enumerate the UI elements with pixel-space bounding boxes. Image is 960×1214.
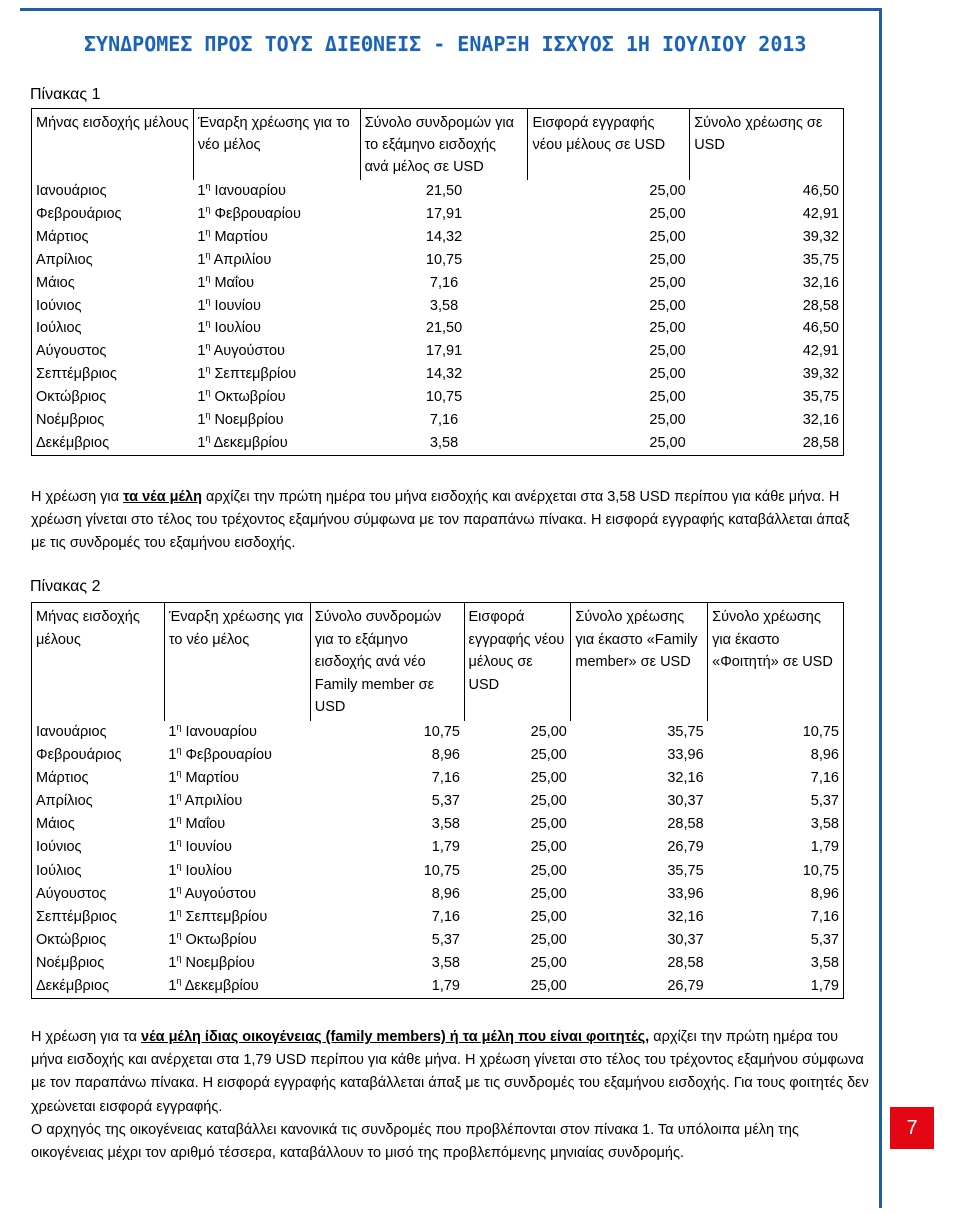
month-cell: Ιούλιος [36,320,82,337]
fees-table-1 [31,108,844,456]
start-month: Αυγούστου [213,343,285,360]
month-cell: Μάιος [36,274,75,291]
subscription-cell: 8,96 [431,885,460,902]
fee-cell: 25,00 [530,954,567,971]
ordinal-suffix: η [205,272,211,283]
day-number: 1 [168,931,177,948]
subscription-cell: 14,32 [425,366,463,383]
student-total-cell: 1,79 [810,978,839,994]
total-cell: 46,50 [802,320,839,337]
table-row [32,767,844,790]
month-cell: Οκτώβριος [36,389,107,406]
ordinal-suffix: η [176,814,182,825]
column-header: Έναρξη χρέωσης για το νέο μέλος [164,603,310,721]
table-row [32,813,844,836]
ordinal-suffix: η [176,976,182,986]
day-number: 1 [168,978,177,994]
subscription-cell: 14,32 [425,228,463,245]
start-month: Ιανουαρίου [214,183,286,199]
table-row [32,386,844,409]
fee-cell: 25,00 [649,412,686,429]
table-row [32,409,844,432]
column-header: Σύνολο συνδρομών για το εξάμηνο εισδοχής ανά νέο Family member σε USD [310,603,464,721]
column-header: Σύνολο χρέωσης σε USD [694,115,823,153]
table-row [32,203,844,226]
fee-cell: 25,00 [649,251,686,268]
column-header: Εισφορά εγγραφής νέου μέλους σε USD [528,109,690,181]
subscription-cell: 3,58 [429,297,459,314]
fee-cell: 25,00 [530,816,567,833]
start-month: Αυγούστου [184,885,256,902]
subscription-cell: 8,96 [431,747,460,764]
month-cell: Δεκέμβριος [36,978,110,994]
ordinal-suffix: η [205,203,211,214]
family-total-cell: 30,37 [667,793,704,810]
student-total-cell: 1,79 [810,839,839,856]
table1-note [31,486,851,556]
family-total-cell: 30,37 [667,931,704,948]
start-month: Απριλίου [184,793,243,810]
fee-cell: 25,00 [530,770,567,787]
month-cell: Ιανουάριος [36,723,107,740]
fee-cell: 25,00 [530,793,567,810]
start-month: Νοεμβρίου [185,954,255,971]
subscription-cell: 1,79 [431,839,460,856]
start-month: Φεβρουαρίου [214,205,301,222]
table-row [32,272,844,295]
note-text: Ο αρχηγός της οικογένειας καταβάλλει κανονικά τις συνδρομές που προβλέπονται στον πίνακα 1. Τα υπόλοιπα μέλη της οικογένειας μέχρι τον αριθμό τέσσερα, καταβάλλουν το μισό της προβλεπόμενης μηνιαίας συνδρομής. [31,1121,799,1162]
note-emphasis: νέα μέλη ίδιας οικογένειας (family members) ή τα μέλη που είναι φοιτητές, [141,1029,650,1045]
month-cell: Μάρτιος [36,770,89,787]
day-number: 1 [197,297,206,314]
ordinal-suffix: η [205,318,211,329]
subscription-cell: 1,79 [431,978,460,994]
family-total-cell: 35,75 [667,723,704,740]
start-month: Απριλίου [213,251,272,268]
start-cell [164,744,310,767]
fee-cell: 25,00 [649,343,686,360]
ordinal-suffix: η [205,410,211,421]
subscription-cell: 10,75 [425,389,463,406]
day-number: 1 [168,862,177,879]
table-row [32,860,844,883]
fee-cell: 25,00 [649,320,686,337]
fee-cell: 25,00 [530,723,567,740]
ordinal-suffix: η [176,883,182,894]
student-total-cell: 10,75 [802,723,839,740]
ordinal-suffix: η [205,364,211,375]
ordinal-suffix: η [205,432,211,443]
day-number: 1 [168,908,177,925]
table-row [32,295,844,318]
total-cell: 28,58 [802,297,839,314]
fee-cell: 25,00 [649,205,686,222]
note-text: αρχίζει την πρώτη ημέρα του μήνα εισδοχής και ανέρχεται στα 1,79 USD περίπου για κάθε μήνα. Η χρέωση γίνεται στο τέλος του τρέχοντος εξαμήνου σύμφωνα με τον παραπάνω πίνακα. Η εισφορά εγγραφής καταβάλλεται άπαξ με τις συνδρομές του εξαμήνου εισδοχής. Για τους φοιτητές δεν χρεώνεται εισφορά εγγραφής. [31,1029,869,1115]
start-cell [193,203,360,226]
total-cell: 32,16 [802,274,839,291]
start-cell [164,860,310,883]
day-number: 1 [197,274,206,291]
student-total-cell: 10,75 [802,862,839,879]
fee-cell: 25,00 [649,228,686,245]
subscription-cell: 10,75 [423,862,460,879]
family-total-cell: 33,96 [667,885,704,902]
start-month: Φεβρουαρίου [185,747,272,764]
day-number: 1 [197,366,206,383]
month-cell: Αύγουστος [36,885,107,902]
family-total-cell: 26,79 [667,978,704,994]
note-text: Η χρέωση για [31,489,124,505]
student-total-cell: 5,37 [810,931,839,948]
fee-cell: 25,00 [649,274,686,291]
month-cell: Δεκέμβριος [36,434,110,451]
day-number: 1 [197,434,206,451]
day-number: 1 [168,839,177,856]
start-cell [193,226,360,249]
month-cell: Ιούνιος [36,839,82,856]
day-number: 1 [168,747,177,764]
subscription-cell: 3,58 [431,954,460,971]
ordinal-suffix: η [176,745,182,756]
start-cell [193,272,360,295]
student-total-cell: 3,58 [810,954,839,971]
ordinal-suffix: η [176,906,182,917]
subscription-cell: 7,16 [431,770,460,787]
month-cell: Αύγουστος [36,343,107,360]
ordinal-suffix: η [176,721,182,732]
ordinal-suffix: η [205,226,211,237]
subscription-cell: 10,75 [423,723,460,740]
month-cell: Νοέμβριος [36,412,105,429]
start-month: Ιουλίου [214,320,261,337]
day-number: 1 [168,723,177,740]
start-month: Νοεμβρίου [214,412,284,429]
day-number: 1 [168,885,177,902]
family-total-cell: 35,75 [667,862,704,879]
fee-cell: 25,00 [649,366,686,383]
start-cell [193,317,360,340]
start-cell [164,929,310,952]
month-cell: Μάρτιος [36,228,89,245]
table-row [32,790,844,813]
month-cell: Φεβρουάριος [36,747,122,764]
day-number: 1 [197,343,206,360]
start-cell [164,721,310,744]
day-number: 1 [168,954,177,971]
table-row [32,226,844,249]
fee-cell: 25,00 [530,862,567,879]
ordinal-suffix: η [176,929,182,940]
day-number: 1 [168,770,177,787]
month-cell: Μάιος [36,816,75,833]
start-month: Δεκεμβρίου [184,978,259,994]
table-header-row [32,603,844,721]
start-month: Μαρτίου [185,770,239,787]
day-number: 1 [197,228,206,245]
total-cell: 42,91 [802,205,839,222]
table-row [32,249,844,272]
start-month: Μαΐου [214,274,255,291]
table2-heading: Πίνακας 2 [30,578,101,595]
fee-cell: 25,00 [530,885,567,902]
subscription-cell: 3,58 [429,434,459,451]
month-cell: Νοέμβριος [36,954,105,971]
subscription-cell: 7,16 [429,412,459,429]
fees-table-2 [31,602,844,999]
start-cell [193,340,360,363]
month-cell: Σεπτέμβριος [36,366,117,383]
table-row [32,952,844,975]
start-cell [193,180,360,203]
month-cell: Ιούλιος [36,862,82,879]
fee-cell: 25,00 [649,297,686,314]
month-cell: Σεπτέμβριος [36,908,117,925]
page-title: ΣΥΝΔΡΟΜΕΣ ΠΡΟΣ ΤΟΥΣ ΔΙΕΘΝΕΙΣ - ΕΝΑΡΞΗ ΙΣΧΥΟΣ 1Η ΙΟΥΛΙΟΥ 2013 [84,32,807,56]
family-total-cell: 33,96 [667,747,704,764]
column-header: Σύνολο χρέωσης για έκαστο «Φοιτητή» σε USD [712,609,833,671]
table-row [32,363,844,386]
total-cell: 35,75 [802,251,839,268]
column-header: Εισφορά εγγραφής νέου μέλους σε USD [464,603,571,721]
ordinal-suffix: η [205,295,211,306]
student-total-cell: 8,96 [810,885,839,902]
total-cell: 32,16 [802,412,839,429]
start-cell [164,975,310,999]
student-total-cell: 5,37 [810,793,839,810]
family-total-cell: 28,58 [667,954,704,971]
ordinal-suffix: η [176,837,182,848]
start-cell [164,813,310,836]
subscription-cell: 7,16 [431,908,460,925]
start-month: Οκτωβρίου [185,931,257,948]
subscription-cell: 5,37 [431,931,460,948]
fee-cell: 25,00 [530,908,567,925]
table-row [32,929,844,952]
column-header: Μήνας εισδοχής μέλους [32,603,165,721]
start-month: Σεπτεμβρίου [214,366,297,383]
start-month: Μαΐου [185,816,226,833]
family-total-cell: 32,16 [667,908,704,925]
fee-cell: 25,00 [530,978,567,994]
day-number: 1 [197,205,206,222]
student-total-cell: 8,96 [810,747,839,764]
subscription-cell: 5,37 [431,793,460,810]
start-month: Ιουνίου [185,839,232,856]
ordinal-suffix: η [176,791,182,802]
day-number: 1 [197,412,206,429]
subscription-cell: 21,50 [425,320,463,337]
fee-cell: 25,00 [649,434,686,451]
ordinal-suffix: η [176,768,182,779]
ordinal-suffix: η [205,341,211,352]
start-cell [164,767,310,790]
start-month: Οκτωβρίου [214,389,286,406]
start-cell [164,836,310,859]
start-cell [164,906,310,929]
fee-cell: 25,00 [530,747,567,764]
start-cell [193,432,360,455]
total-cell: 46,50 [802,183,839,199]
month-cell: Απρίλιος [36,793,93,810]
page-number-badge: 7 [890,1107,934,1149]
fee-cell: 25,00 [649,389,686,406]
note-text: αρχίζει την πρώτη ημέρα του μήνα εισδοχής και ανέρχεται στα 3,58 USD περίπου για κάθε μήνα. Η χρέωση γίνεται στο τέλος του τρέχοντος εξαμήνου σύμφωνα με τον παραπάνω πίνακα. Η εισφορά εγγραφής καταβάλλεται άπαξ με τις συνδρομές του εξαμήνου εισδοχής. [31,489,850,552]
ordinal-suffix: η [176,952,182,963]
month-cell: Ιούνιος [36,297,82,314]
day-number: 1 [168,793,177,810]
start-cell [164,790,310,813]
subscription-cell: 17,91 [425,343,463,360]
note-emphasis: τα νέα μέλη [123,489,202,505]
start-cell [164,952,310,975]
family-total-cell: 26,79 [667,839,704,856]
start-month: Ιανουαρίου [185,723,257,740]
subscription-cell: 10,75 [425,251,463,268]
table-row [32,317,844,340]
total-cell: 28,58 [802,434,839,451]
ordinal-suffix: η [205,181,211,191]
total-cell: 42,91 [802,343,839,360]
start-cell [193,409,360,432]
column-header: Έναρξη χρέωσης για το νέο μέλος [193,109,360,181]
student-total-cell: 7,16 [810,770,839,787]
table-row [32,975,844,999]
table-header-row [32,109,844,181]
day-number: 1 [197,389,206,406]
month-cell: Απρίλιος [36,251,93,268]
table1-heading: Πίνακας 1 [30,86,101,103]
start-cell [193,249,360,272]
month-cell: Φεβρουάριος [36,205,122,222]
start-month: Μαρτίου [214,228,268,245]
start-month: Ιουλίου [185,862,232,879]
column-header: Σύνολο συνδρομών για το εξάμηνο εισδοχής ανά μέλος σε USD [360,109,528,181]
table-row [32,836,844,859]
month-cell: Οκτώβριος [36,931,107,948]
day-number: 1 [197,183,206,199]
column-header: Μήνας εισδοχής μέλους [32,109,194,181]
table-row [32,180,844,203]
start-month: Ιουνίου [214,297,261,314]
subscription-cell: 7,16 [429,274,459,291]
start-cell [193,295,360,318]
table-row [32,883,844,906]
table-row [32,744,844,767]
day-number: 1 [197,320,206,337]
ordinal-suffix: η [205,249,211,260]
start-month: Σεπτεμβρίου [185,908,268,925]
start-cell [164,883,310,906]
day-number: 1 [168,816,177,833]
table-row [32,721,844,744]
table-row [32,432,844,455]
total-cell: 39,32 [802,228,839,245]
fee-cell: 25,00 [649,183,686,199]
note-text: Η χρέωση για τα [31,1029,142,1045]
month-cell: Ιανουάριος [36,183,107,199]
start-month: Δεκεμβρίου [213,434,288,451]
student-total-cell: 7,16 [810,908,839,925]
ordinal-suffix: η [205,387,211,398]
table-row [32,906,844,929]
start-cell [193,363,360,386]
fee-cell: 25,00 [530,931,567,948]
ordinal-suffix: η [176,860,182,871]
subscription-cell: 17,91 [425,205,463,222]
start-cell [193,386,360,409]
column-header: Σύνολο χρέωσης για έκαστο «Family member» σε USD [571,603,708,721]
table-row [32,340,844,363]
table2-note [31,1026,871,1165]
fee-cell: 25,00 [530,839,567,856]
total-cell: 35,75 [802,389,839,406]
total-cell: 39,32 [802,366,839,383]
subscription-cell: 21,50 [425,183,463,199]
subscription-cell: 3,58 [431,816,460,833]
student-total-cell: 3,58 [810,816,839,833]
family-total-cell: 28,58 [667,816,704,833]
day-number: 1 [197,251,206,268]
family-total-cell: 32,16 [667,770,704,787]
